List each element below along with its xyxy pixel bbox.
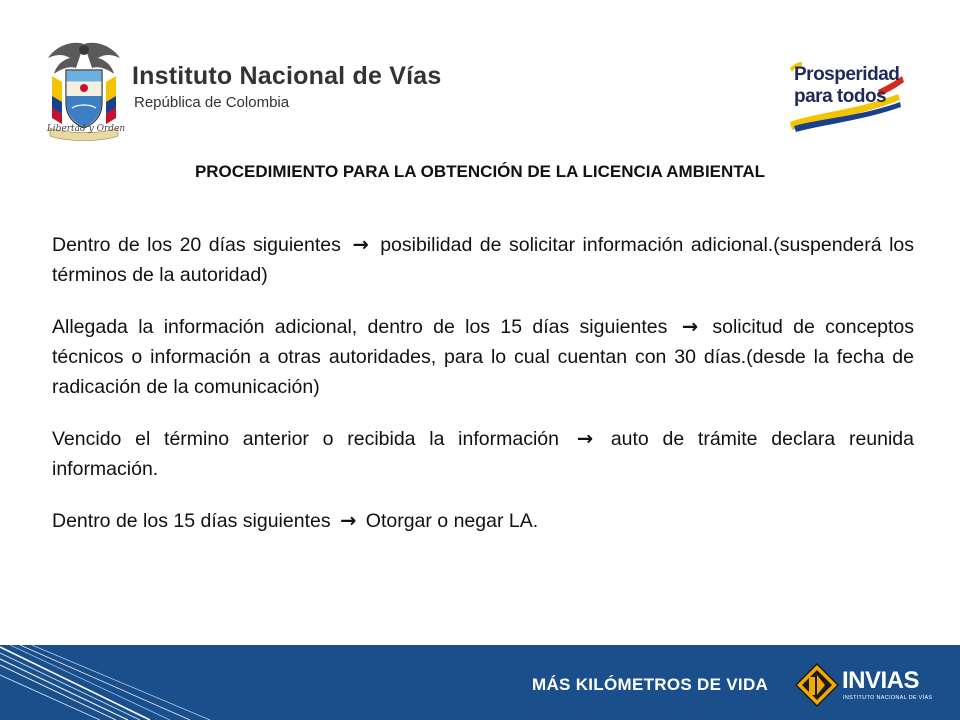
invias-diamond-logo-icon [795,663,839,707]
paragraph-text-before: Vencido el término anterior o recibida la información [52,428,559,450]
campaign-logo-line2: para todos [794,86,887,107]
paragraph-text-before: Dentro de los 15 días siguientes [52,510,331,532]
right-arrow-icon: → [576,427,594,450]
paragraph-text-after: auto de trámite declara reunida información. [52,428,915,480]
footer-slogan: MÁS KILÓMETROS DE VIDA [532,675,769,694]
brand-subtitle: INSTITUTO NACIONAL DE VÍAS [843,695,933,701]
paragraph [52,424,914,484]
slide-body [52,230,914,558]
organization-name: Instituto Nacional de Vías [132,62,442,90]
prosperidad-para-todos-logo [788,60,908,132]
slide-title: PROCEDIMIENTO PARA LA OBTENCIÓN DE LA LICENCIA AMBIENTAL [194,162,766,181]
brand-name: INVIAS [842,667,920,694]
paragraph-text-after: posibilidad de solicitar información adicional.(suspenderá los términos de la autoridad) [52,234,915,286]
coat-of-arms-motto: Libertad y Orden [46,124,126,134]
footer-swoosh-lines-graphic [0,645,260,720]
right-arrow-icon: → [340,509,357,532]
paragraph-text-after: Otorgar o negar LA. [365,510,539,532]
right-arrow-icon: → [352,233,369,256]
right-arrow-icon: → [681,315,699,338]
paragraph [52,506,914,536]
campaign-logo-line1: Prosperidad [794,64,900,85]
footer-bar [0,645,960,720]
organization-subtitle: República de Colombia [134,94,290,111]
paragraph [52,230,914,290]
paragraph-text-before: Allegada la información adicional, dentro de los 15 días siguientes [52,316,668,338]
paragraph [52,312,914,402]
paragraph-text-before: Dentro de los 20 días siguientes [52,234,341,256]
paragraph-text-after: solicitud de conceptos técnicos o información a otras autoridades, para lo cual cuentan con 30 días.(desde la fecha de radicación de la comunicación) [52,316,915,398]
header [0,0,960,150]
